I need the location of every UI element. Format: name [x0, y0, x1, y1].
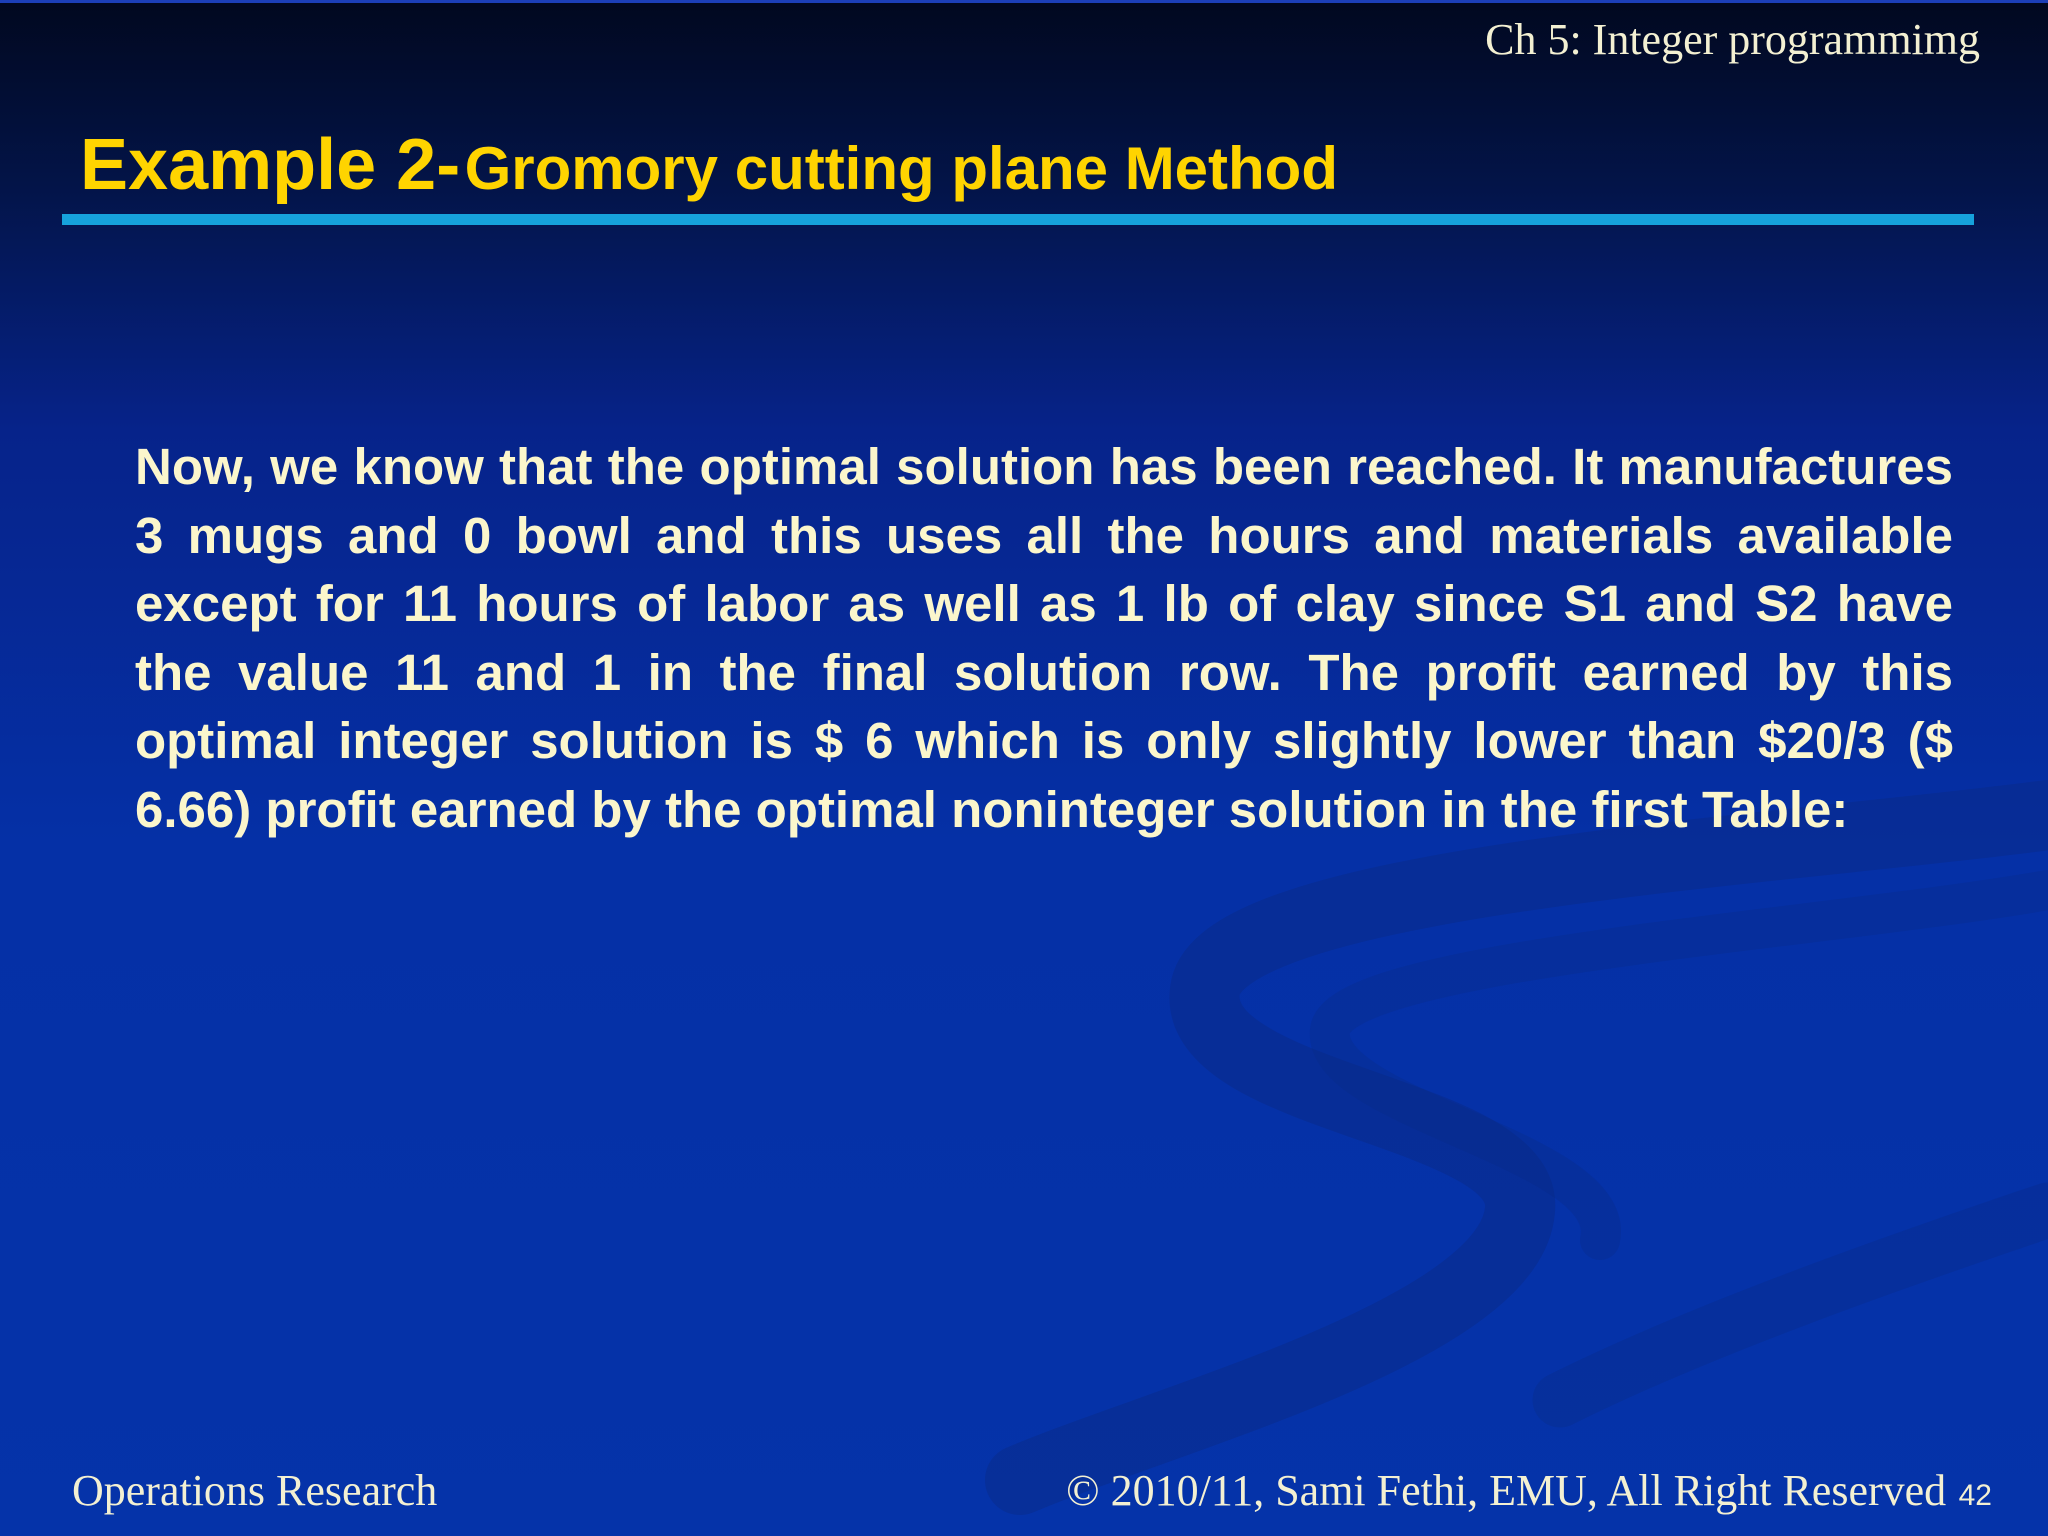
- footer-copyright: © 2010/11, Sami Fethi, EMU, All Right Reserved: [1066, 1466, 1947, 1515]
- slide-title-main: Example 2-: [80, 125, 461, 205]
- page-number: 42: [1958, 1479, 1992, 1512]
- title-underline-rule: [62, 214, 1974, 225]
- slide-title-sub: Gromory cutting plane Method: [464, 135, 1338, 202]
- chapter-label: Ch 5: Integer programmimg: [1485, 15, 1980, 64]
- body-paragraph: Now, we know that the optimal solution has been reached. It manufactures 3 mugs and 0 bowl and this uses all the hours and materials available except for 11 hours of labor as well as 1 lb of clay since S1 and S2 have the value 11 and 1 in the final solution row. The profit earned by this optimal integer solution is $ 6 which is only slightly lower than $20/3 ($ 6.66) profit earned by the optimal noninteger solution in the first Table:: [135, 438, 1953, 838]
- slide-title: [80, 124, 1338, 206]
- footer-course: Operations Research: [72, 1466, 438, 1515]
- footer-right: [1066, 1465, 1992, 1516]
